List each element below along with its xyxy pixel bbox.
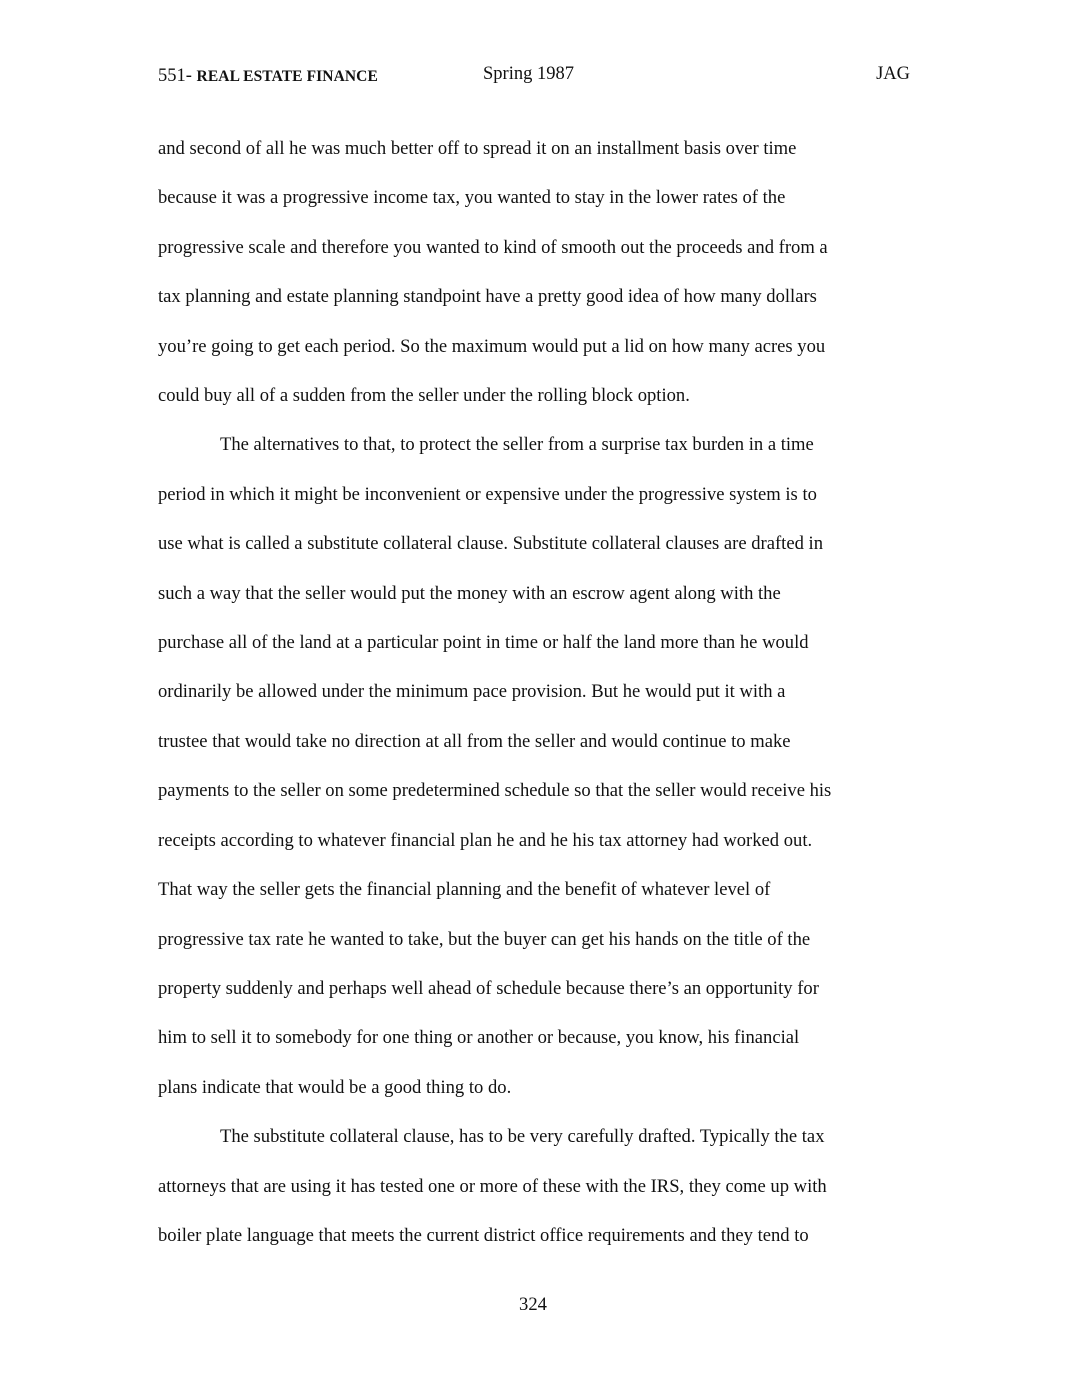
- text-line: The alternatives to that, to protect the seller from a surprise tax burden in a time: [220, 434, 814, 456]
- page-header: [158, 62, 910, 90]
- paragraph: [158, 124, 910, 420]
- text-line: him to sell it to somebody for one thing or another or because, you know, his financial: [158, 1027, 800, 1049]
- text-line: purchase all of the land at a particular point in time or half the land more than he would: [158, 632, 809, 654]
- author-initials: JAG: [876, 64, 910, 84]
- paragraph: [158, 1112, 910, 1260]
- text-line: attorneys that are using it has tested one or more of these with the IRS, they come up with: [158, 1175, 827, 1197]
- course-label: [158, 66, 378, 87]
- text-line: receipts according to whatever financial plan he and he his tax attorney had worked out.: [158, 829, 813, 851]
- course-title: REAL ESTATE FINANCE: [196, 68, 378, 85]
- text-line: That way the seller gets the financial planning and the benefit of whatever level of: [158, 879, 771, 901]
- text-line: trustee that would take no direction at all from the seller and would continue to make: [158, 730, 791, 752]
- text-line: and second of all he was much better off to spread it on an installment basis over time: [158, 138, 797, 159]
- text-line: such a way that the seller would put the money with an escrow agent along with the: [158, 582, 781, 604]
- text-line: boiler plate language that meets the current district office requirements and they tend to: [158, 1224, 809, 1246]
- text-line: plans indicate that would be a good thing to do.: [158, 1076, 512, 1098]
- paragraph: [158, 420, 910, 1112]
- text-line: The substitute collateral clause, has to be very carefully drafted. Typically the tax: [220, 1126, 825, 1148]
- transcript-body: [158, 124, 910, 1260]
- course-number: 551-: [158, 66, 192, 86]
- text-line: because it was a progressive income tax, you wanted to stay in the lower rates of the: [158, 187, 786, 209]
- text-line: could buy all of a sudden from the seller under the rolling block option.: [158, 385, 690, 407]
- text-line: property suddenly and perhaps well ahead of schedule because there’s an opportunity for: [158, 977, 819, 999]
- text-line: tax planning and estate planning standpoint have a pretty good idea of how many dollars: [158, 286, 817, 308]
- text-line: ordinarily be allowed under the minimum pace provision. But he would put it with a: [158, 681, 786, 703]
- text-line: use what is called a substitute collateral clause. Substitute collateral clauses are drafted in: [158, 533, 823, 555]
- page-number: 324: [519, 1294, 547, 1315]
- text-line: you’re going to get each period. So the maximum would put a lid on how many acres you: [158, 335, 826, 357]
- text-line: period in which it might be inconvenient or expensive under the progressive system is to: [158, 483, 817, 505]
- text-line: payments to the seller on some predetermined schedule so that the seller would receive his: [158, 780, 832, 802]
- text-line: progressive tax rate he wanted to take, but the buyer can get his hands on the title of the: [158, 928, 811, 950]
- term-label: Spring 1987: [483, 64, 574, 84]
- text-line: progressive scale and therefore you wanted to kind of smooth out the proceeds and from a: [158, 236, 828, 258]
